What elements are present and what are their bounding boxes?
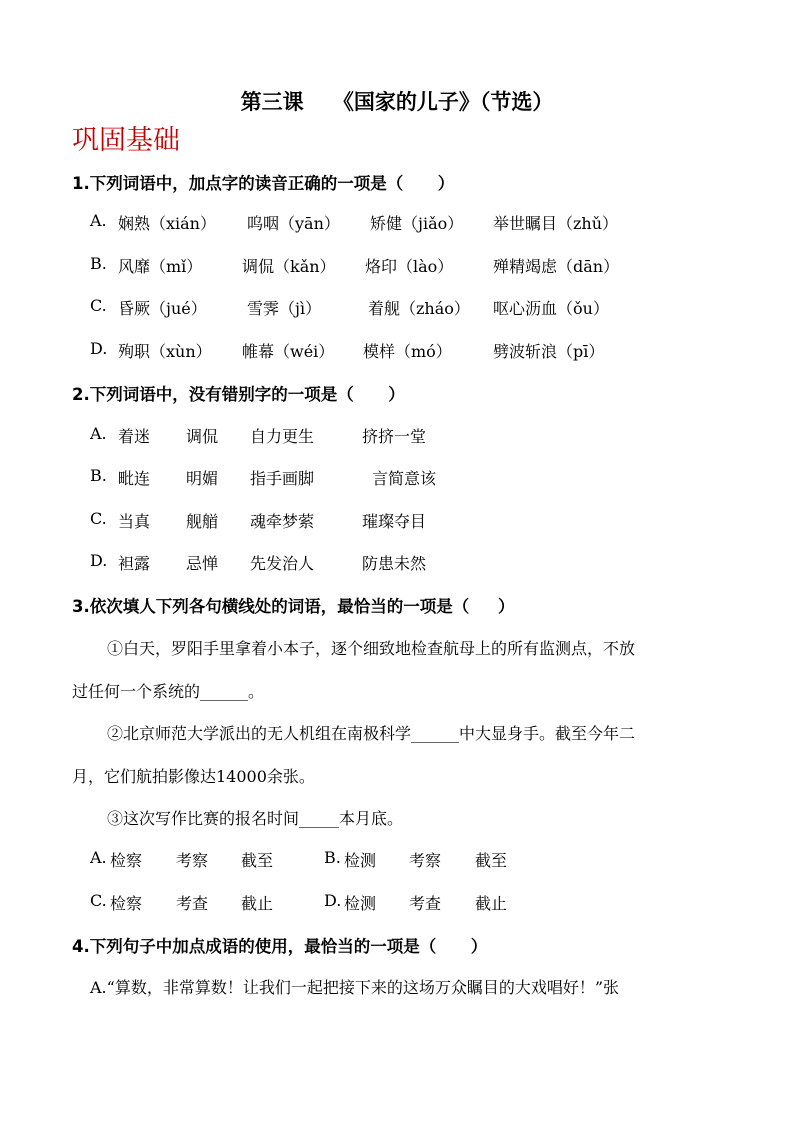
q3-sentence-1: ①白天，罗阳手里拿着小本子，逐个细致地检查航母上的所有监测点，不放	[107, 639, 636, 658]
option-item: 考查	[176, 894, 209, 913]
q3-sentence-2: ②北京师范大学派出的无人机组在南极科学______中大显身手。截至今年二	[107, 724, 636, 743]
option-item: 帷幕（wéi）	[242, 342, 335, 361]
option-item: 考察	[176, 851, 209, 870]
question-2-stem: 2.下列词语中，没有错别字的一项是（ ）	[72, 385, 405, 404]
option-item: 璀璨夺目	[362, 512, 427, 531]
option-item: 劈波斩浪（pī）	[493, 342, 605, 361]
option-letter: D.	[324, 891, 342, 910]
option-item: 明媚	[186, 469, 219, 488]
page-title: 第三课 《国家的儿子》（节选）	[240, 90, 554, 114]
option-item: 调侃（kǎn）	[242, 257, 336, 276]
option-item: 殉职（xùn）	[118, 342, 212, 361]
option-item: 当真	[118, 512, 151, 531]
option-item: 检察	[110, 851, 143, 870]
option-item: 举世瞩目（zhǔ）	[493, 214, 619, 233]
question-3-stem: 3.依次填人下列各句横线处的词语，最恰当的一项是（ ）	[72, 597, 515, 616]
option-letter: C.	[90, 891, 107, 910]
option-item: 言简意该	[372, 469, 437, 488]
q4-option-a: A.“算数，非常算数！让我们一起把接下来的这场万众瞩目的大戏唱好！”张	[90, 978, 620, 997]
option-item: 自力更生	[250, 427, 315, 446]
option-letter: B.	[90, 254, 107, 273]
option-item: 着迷	[118, 427, 151, 446]
option-item: 截止	[241, 894, 274, 913]
option-item: 指手画脚	[250, 469, 315, 488]
option-item: 模样（mó）	[363, 342, 452, 361]
option-item: 毗连	[118, 469, 151, 488]
option-item: 截至	[241, 851, 274, 870]
question-1-stem: 1.下列词语中，加点字的读音正确的一项是（ ）	[72, 174, 455, 193]
option-item: 风靡（mǐ）	[118, 257, 203, 276]
option-letter: D.	[90, 551, 108, 570]
option-item: 着舰（zháo）	[368, 299, 470, 318]
option-item: 检察	[110, 894, 143, 913]
q3-sentence-3: ③这次写作比赛的报名时间_____本月底。	[107, 809, 404, 828]
q3-sentence-1-cont: 过任何一个系统的______。	[72, 682, 265, 701]
q3-sentence-2-cont: 月，它们航拍影像达14000余张。	[72, 767, 315, 786]
option-item: 防患未然	[362, 554, 427, 573]
option-letter: C.	[90, 509, 107, 528]
option-item: 考查	[409, 894, 442, 913]
option-letter: B.	[324, 848, 341, 867]
option-item: 殚精竭虑（dān）	[493, 257, 620, 276]
option-letter: B.	[90, 466, 107, 485]
option-item: 挤挤一堂	[362, 427, 427, 446]
option-item: 呜咽（yān）	[247, 214, 340, 233]
option-letter: D.	[90, 339, 108, 358]
option-item: 考察	[409, 851, 442, 870]
option-item: 烙印（lào）	[365, 257, 454, 276]
option-letter: A.	[90, 424, 107, 443]
question-4-stem: 4.下列句子中加点成语的使用，最恰当的一项是（ ）	[72, 937, 488, 956]
option-item: 调侃	[186, 427, 219, 446]
option-item: 昏厥（jué）	[118, 299, 207, 318]
option-item: 检测	[344, 894, 377, 913]
option-item: 袒露	[118, 554, 151, 573]
option-item: 矫健（jiǎo）	[370, 214, 464, 233]
option-letter: A.	[90, 848, 107, 867]
option-item: 雪霁（jì）	[247, 299, 322, 318]
option-item: 魂牵梦萦	[250, 512, 315, 531]
option-item: 娴熟（xián）	[118, 214, 216, 233]
option-item: 截至	[475, 851, 508, 870]
option-item: 舰艏	[186, 512, 219, 531]
option-item: 检测	[344, 851, 377, 870]
option-item: 先发治人	[250, 554, 315, 573]
option-item: 截止	[475, 894, 508, 913]
option-item: 忌惮	[186, 554, 219, 573]
option-item: 呕心沥血（ǒu）	[493, 299, 609, 318]
option-letter: C.	[90, 296, 107, 315]
section-heading: 巩固基础	[72, 125, 180, 156]
option-letter: A.	[90, 211, 107, 230]
